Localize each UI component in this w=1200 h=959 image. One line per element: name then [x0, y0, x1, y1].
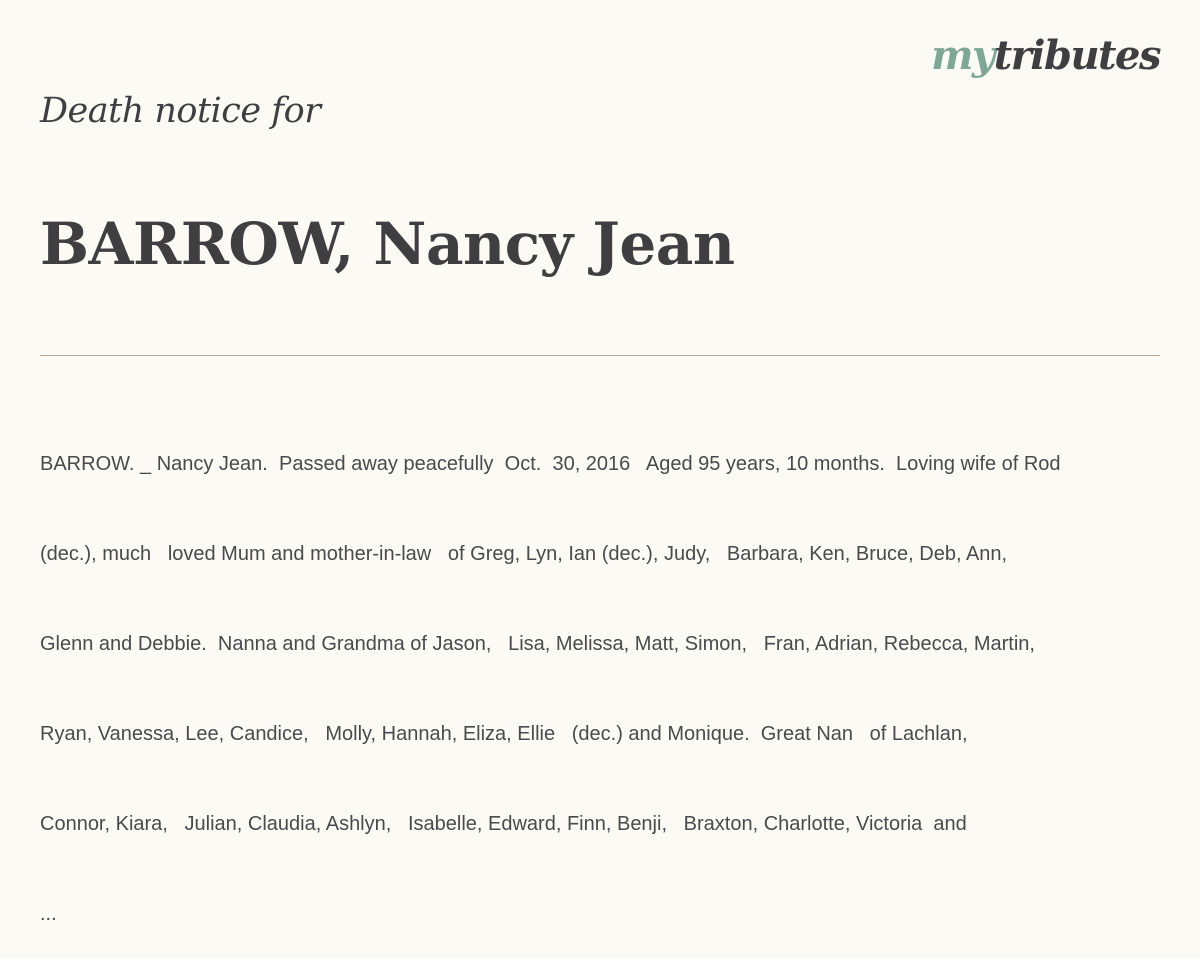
notice-line: (dec.), much loved Mum and mother-in-law of Greg, Lyn, Ian (dec.), Judy, Barbara, Ken, Bruce, Deb, Ann,: [40, 543, 1008, 565]
mytributes-logo[interactable]: [931, 32, 1160, 79]
notice-line: Connor, Kiara, Julian, Claudia, Ashlyn, Isabelle, Edward, Finn, Benji, Braxton, Charlotte, Victoria and: [40, 813, 967, 835]
notice-line: Ryan, Vanessa, Lee, Candice, Molly, Hannah, Eliza, Ellie (dec.) and Monique. Great Nan of Lachlan,: [40, 723, 968, 745]
divider: [40, 355, 1160, 356]
notice-line: Glenn and Debbie. Nanna and Grandma of Jason, Lisa, Melissa, Matt, Simon, Fran, Adrian, Rebecca, Martin,: [40, 633, 1035, 655]
logo-part-tributes: tributes: [993, 32, 1160, 79]
notice-text: [40, 389, 1160, 959]
page-subtitle: Death notice for: [40, 91, 321, 131]
notice-ellipsis: ...: [40, 903, 57, 925]
logo-part-my: my: [931, 32, 994, 79]
deceased-name: BARROW, Nancy Jean: [40, 210, 735, 278]
notice-line: BARROW. _ Nancy Jean. Passed away peacefully Oct. 30, 2016 Aged 95 years, 10 months. Loving wife of Rod: [40, 453, 1061, 475]
